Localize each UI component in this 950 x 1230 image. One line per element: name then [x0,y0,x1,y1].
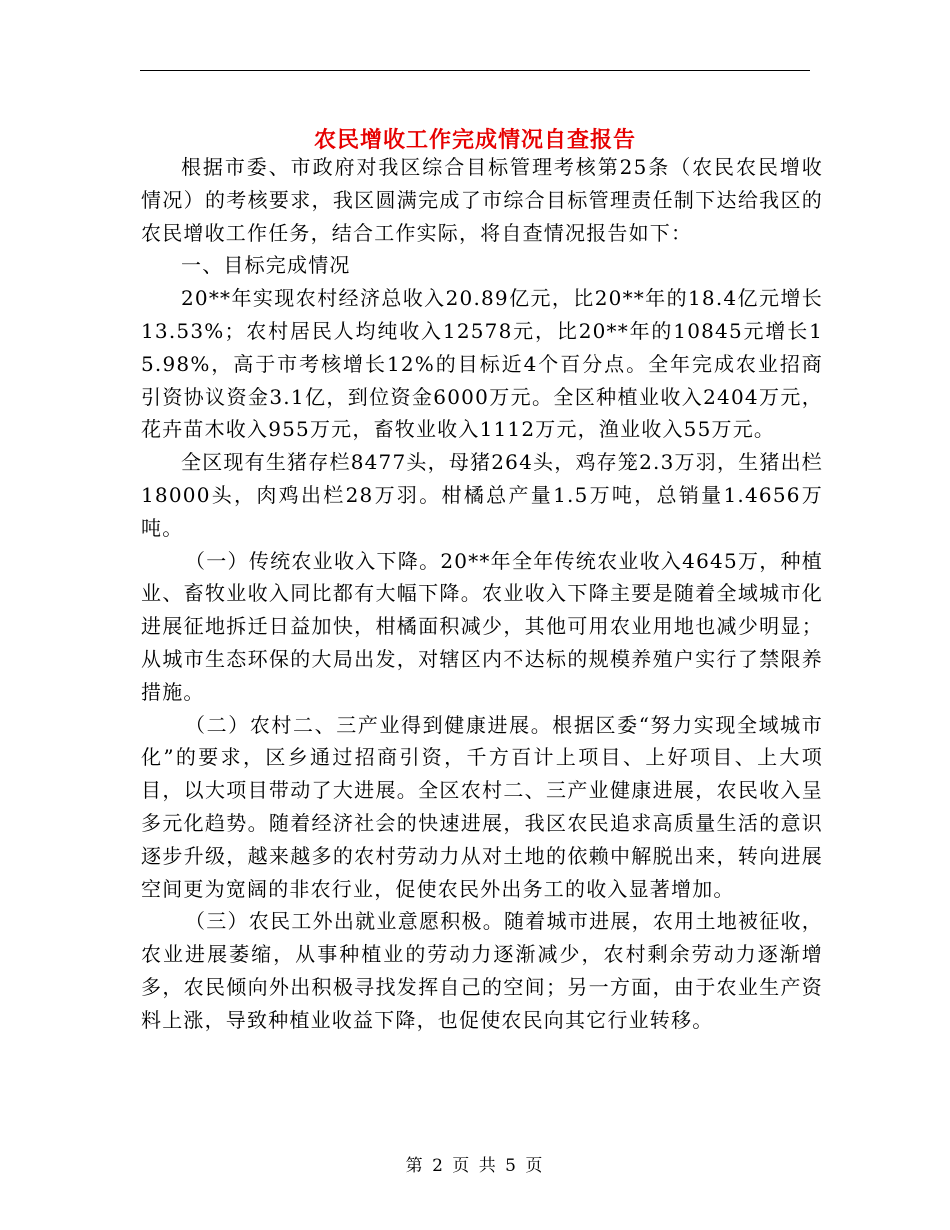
section-heading-goals: 一、目标完成情况 [181,253,351,278]
page-number-footer: 第 2 页 共 5 页 [405,1156,545,1176]
migrant-workers-paragraph: （三）农民工外出就业意愿积极。随着城市进展，农用土地被征收，农业进展萎缩，从事种植业的劳动力逐渐减少，农村剩余劳动力逐渐增多，农民倾向外出积极寻找发挥自己的空间；另一方面，由于农业生产资料上涨，导致种植业收益下降，也促使农民向其它行业转移。 [141,909,823,1032]
header-rule [140,70,810,71]
document-title: 农民增收工作完成情况自查报告 [313,126,636,153]
secondary-tertiary-industry-paragraph: （二）农村二、三产业得到健康进展。根据区委“努力实现全域城市化”的要求，区乡通过招商引资，千方百计上项目、上好项目、上大项目，以大项目带动了大进展。全区农村二、三产业健康进展，农民收入呈多元化趋势。随着经济社会的快速进展，我区农民追求高质量生活的意识逐步升级，越来越多的农村劳动力从对土地的依赖中解脱出来，转向进展空间更为宽阔的非农行业，促使农民外出务工的收入显著增加。 [141,712,823,901]
document-body [141,151,823,1037]
livestock-paragraph: 全区现有生猪存栏8477头，母猪264头，鸡存笼2.3万羽，生猪出栏18000头，肉鸡出栏28万羽。柑橘总产量1.5万吨，总销量1.4656万吨。 [141,450,823,540]
intro-paragraph: 根据市委、市政府对我区综合目标管理考核第25条（农民农民增收情况）的考核要求，我区圆满完成了市综合目标管理责任制下达给我区的农民增收工作任务，结合工作实际，将自查情况报告如下： [141,155,823,245]
traditional-agriculture-paragraph: （一）传统农业收入下降。20**年全年传统农业收入4645万，种植业、畜牧业收入同比都有大幅下降。农业收入下降主要是随着全域城市化进展征地拆迁日益加快，柑橘面积减少，其他可用农业用地也减少明显；从城市生态环保的大局出发，对辖区内不达标的规模养殖户实行了禁限养措施。 [141,548,823,704]
income-paragraph: 20**年实现农村经济总收入20.89亿元，比20**年的18.4亿元增长13.53%；农村居民人均纯收入12578元，比20**年的10845元增长15.98%，高于市考核增长12%的目标近4个百分点。全年完成农业招商引资协议资金3.1亿，到位资金6000万元。全区种植业收入2404万元，花卉苗木收入955万元，畜牧业收入1112万元，渔业收入55万元。 [141,286,823,442]
